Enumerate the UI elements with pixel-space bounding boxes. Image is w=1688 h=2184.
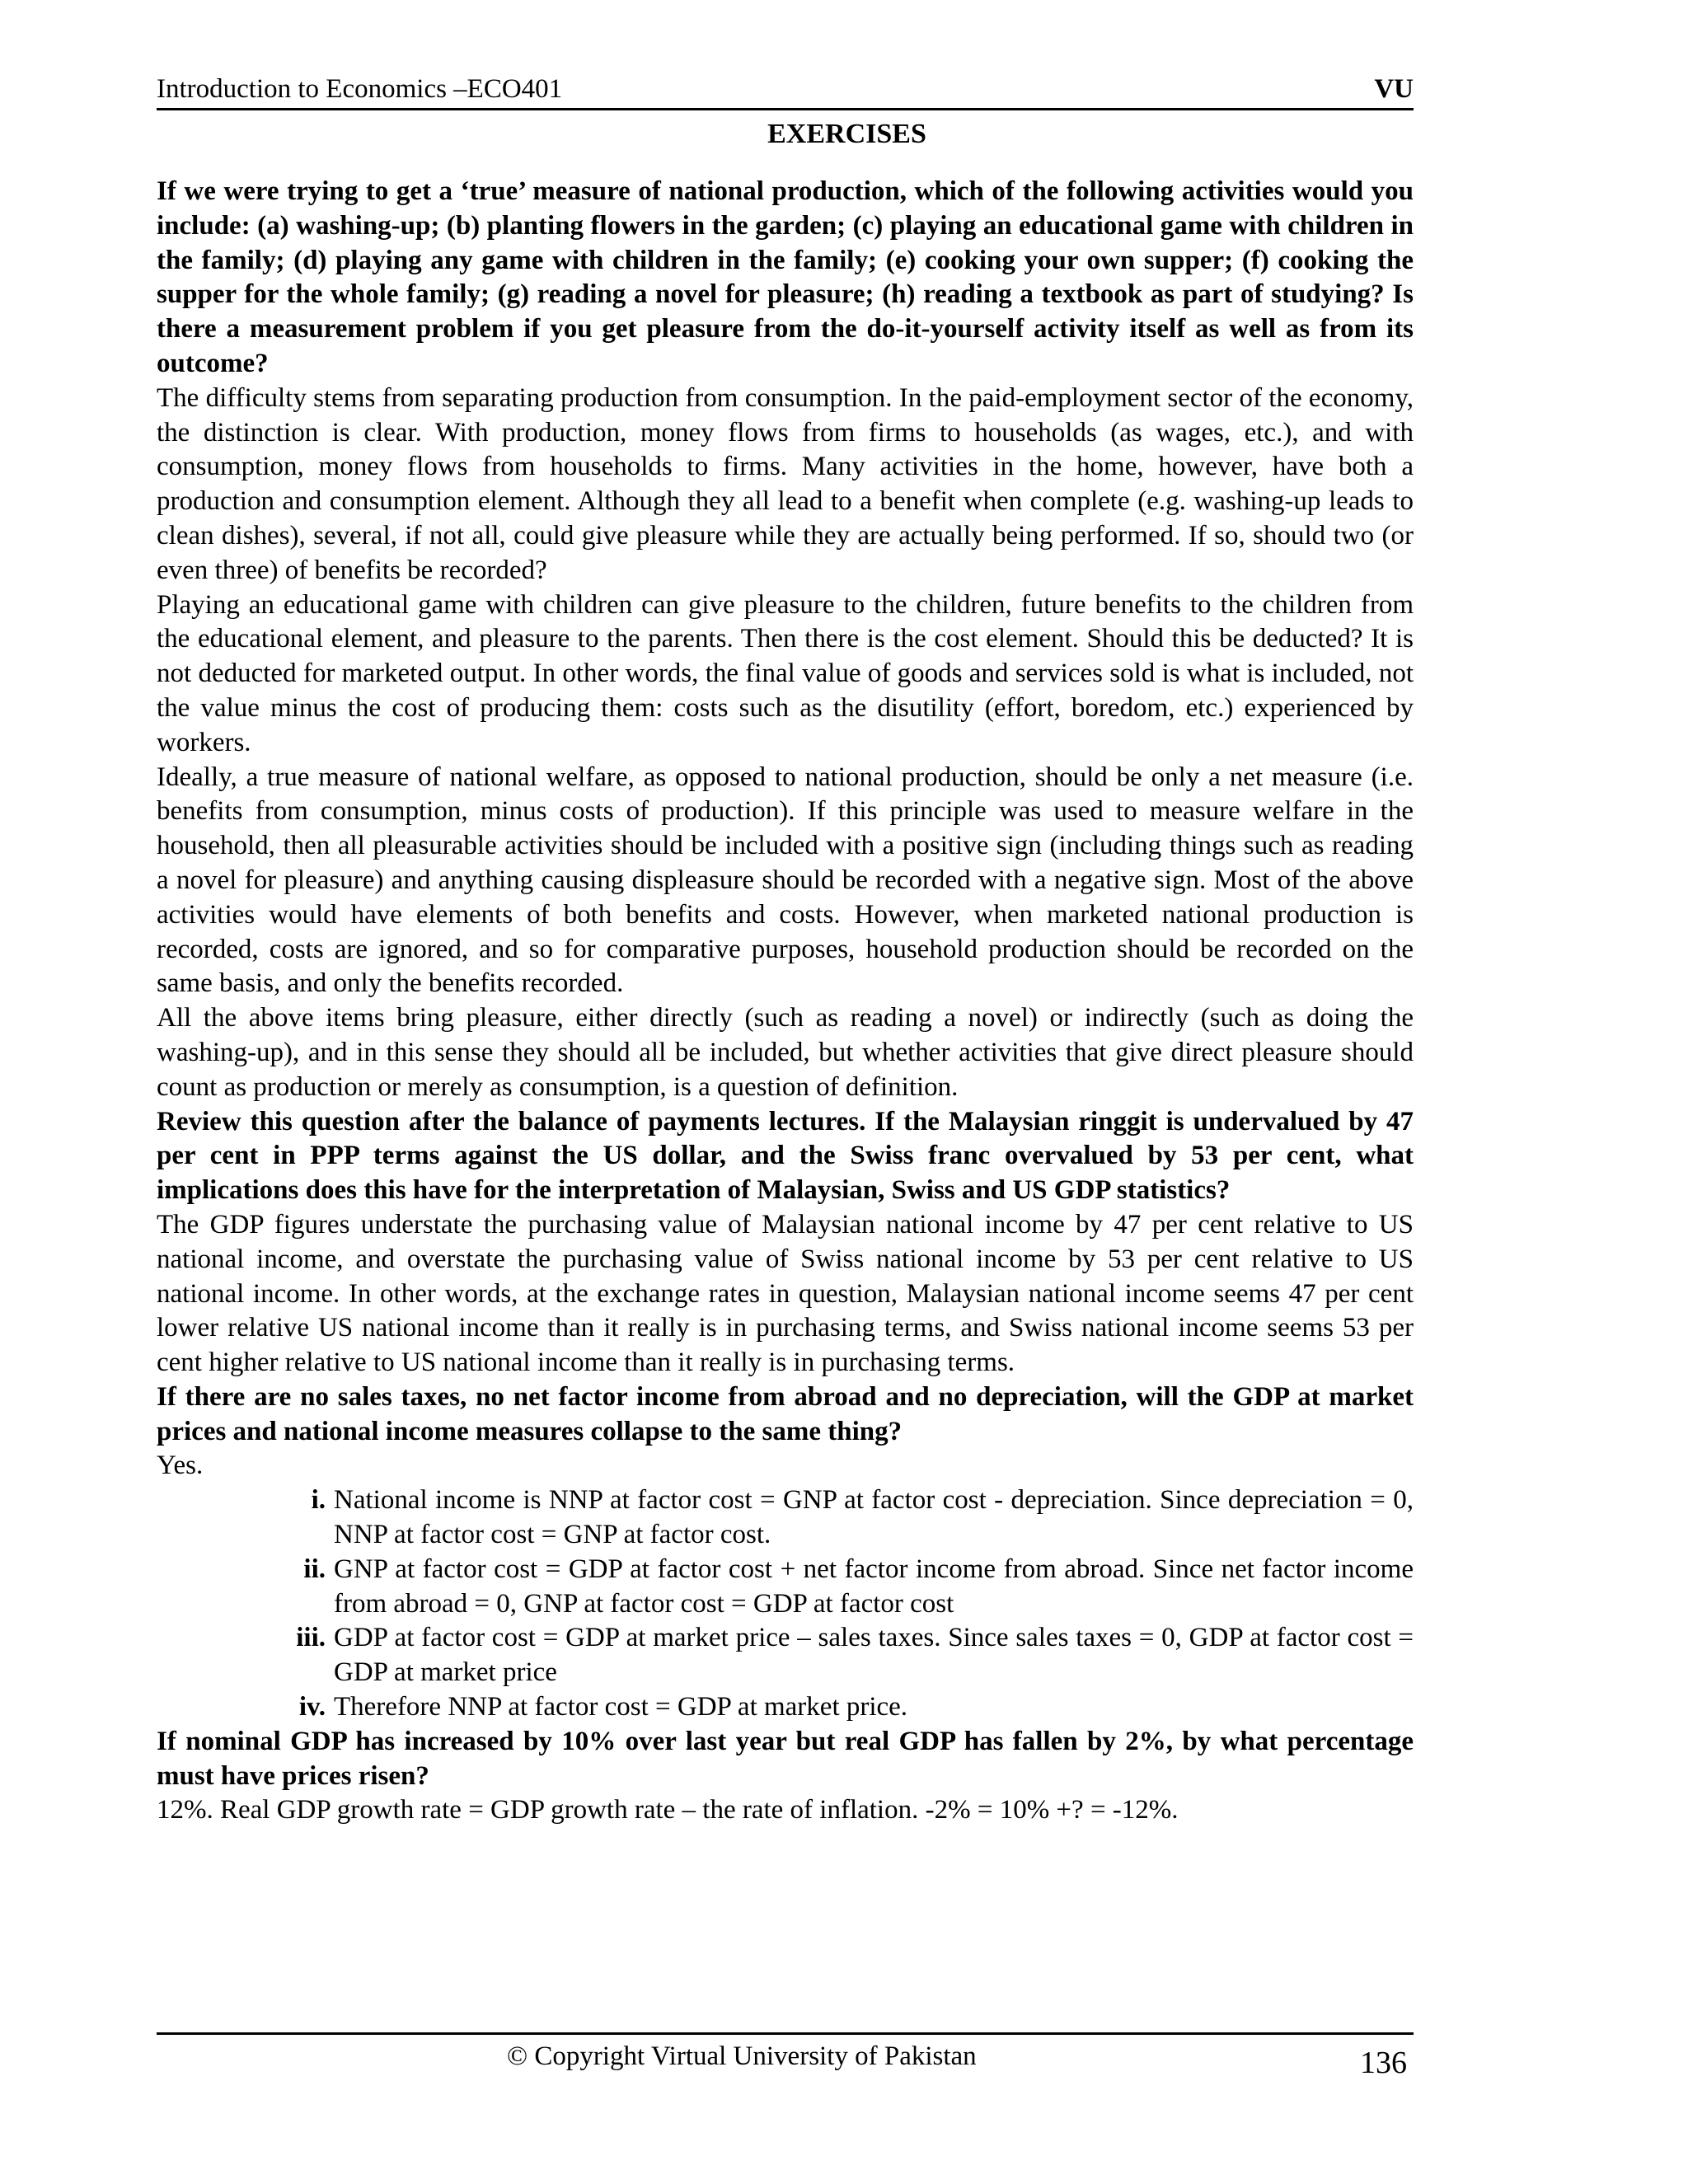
question-4: If nominal GDP has increased by 10% over last year but real GDP has fallen by 2%, by what percentage must have prices risen? (157, 1726, 1414, 1791)
section-title: EXERCISES (767, 119, 926, 149)
answer-1-paragraph-3: Ideally, a true measure of national welfare, as opposed to national production, should be only a net measure (i.e. benefits from consumption, minus costs of production). If this principle was used to measure welfare in the household, then all pleasurable activities should be included with a positive sign (including things such as reading a novel for pleasure) and anything causing displeasure should be recorded with a negative sign. Most of the above activities would have elements of both benefits and costs. However, when marketed national production is recorded, costs are ignored, and so for comparative purposes, household production should be recorded on the same basis, and only the benefits recorded. (157, 762, 1414, 999)
question-2: Review this question after the balance of payments lectures. If the Malaysian ringgit is undervalued by 47 per cent in PPP terms against the US dollar, and the Swiss franc overvalued by 53 per cent, what implications does this have for the interpretation of Malaysian, Swiss and US GDP statistics? (157, 1106, 1414, 1206)
question-3: If there are no sales taxes, no net factor income from abroad and no depreciation, will the GDP at market prices and national income measures collapse to the same thing? (157, 1381, 1414, 1446)
list-item-text: GNP at factor cost = GDP at factor cost + net factor income from abroad. Since net factor income from abroad = 0, GNP at factor cost = GDP at factor cost (334, 1554, 1414, 1619)
list-item-number: iv. (298, 1692, 326, 1722)
answer-3: Yes. (157, 1451, 204, 1481)
list-item (157, 1690, 1414, 1725)
list-item (157, 1553, 1414, 1622)
page (157, 74, 1414, 1828)
answer-1-paragraph-4: All the above items bring pleasure, either directly (such as reading a novel) or indirectly (such as doing the washing-up), and in this sense they should all be included, but whether activities that give direct pleasure should count as production or merely as consumption, is a question of definition. (157, 1003, 1414, 1102)
institution-label: VU (1374, 74, 1414, 104)
answer-3-steps (157, 1483, 1414, 1725)
list-item-text: Therefore NNP at factor cost = GDP at market price. (334, 1692, 908, 1722)
list-item-text: GDP at factor cost = GDP at market price – sales taxes. Since sales taxes = 0, GDP at factor cost = GDP at market price (334, 1623, 1414, 1688)
list-item-number: i. (311, 1485, 326, 1516)
list-item-number: iii. (296, 1623, 326, 1653)
list-item (157, 1621, 1414, 1690)
page-footer (157, 2032, 1414, 2080)
course-title: Introduction to Economics –ECO401 (157, 74, 563, 104)
answer-1-paragraph-1: The difficulty stems from separating production from consumption. In the paid-employment sector of the economy, the distinction is clear. With production, money flows from firms to households (as wages, etc.), and with consumption, money flows from households to firms. Many activities in the home, however, have both a production and consumption element. Although they all lead to a benefit when complete (e.g. washing-up leads to clean dishes), several, if not all, could give pleasure while they are actually being performed. If so, should two (or even three) of benefits be recorded? (157, 382, 1414, 585)
page-header (157, 74, 1414, 110)
exercise-content (157, 175, 1414, 1828)
list-item-text: National income is NNP at factor cost = GNP at factor cost - depreciation. Since depreciation = 0, NNP at factor cost = GNP at factor cost. (334, 1485, 1414, 1550)
answer-2: The GDP figures understate the purchasing value of Malaysian national income by 47 per cent relative to US national income, and overstate the purchasing value of Swiss national income by 53 per cent relative to US national income. In other words, at the exchange rates in question, Malaysian national income seems 47 per cent lower relative US national income than it really is in purchasing terms, and Swiss national income seems 53 per cent higher relative to US national income than it really is in purchasing terms. (157, 1209, 1414, 1378)
answer-4: 12%. Real GDP growth rate = GDP growth rate – the rate of inflation. -2% = 10% +? = -12%. (157, 1795, 1179, 1825)
answer-1-paragraph-2: Playing an educational game with children can give pleasure to the children, future benefits to the children from the educational element, and pleasure to the parents. Then there is the cost element. Should this be deducted? It is not deducted for marketed output. In other words, the final value of goods and services sold is what is included, not the value minus the cost of producing them: costs such as the disutility (effort, boredom, etc.) experienced by workers. (157, 589, 1414, 757)
copyright-notice: © Copyright Virtual University of Pakistan (507, 2041, 977, 2071)
question-1: If we were trying to get a ‘true’ measure of national production, which of the following activities would you include: (a) washing-up; (b) planting flowers in the garden; (c) playing an educational game with children in the family; (d) playing any game with children in the family; (e) cooking your own supper; (f) cooking the supper for the whole family; (g) reading a novel for pleasure; (h) reading a textbook as part of studying? Is there a measurement problem if you get pleasure from the do-it-yourself activity itself as well as from its outcome? (157, 176, 1414, 378)
list-item (157, 1483, 1414, 1553)
list-item-number: ii. (303, 1554, 326, 1584)
page-number: 136 (1360, 2046, 1407, 2080)
